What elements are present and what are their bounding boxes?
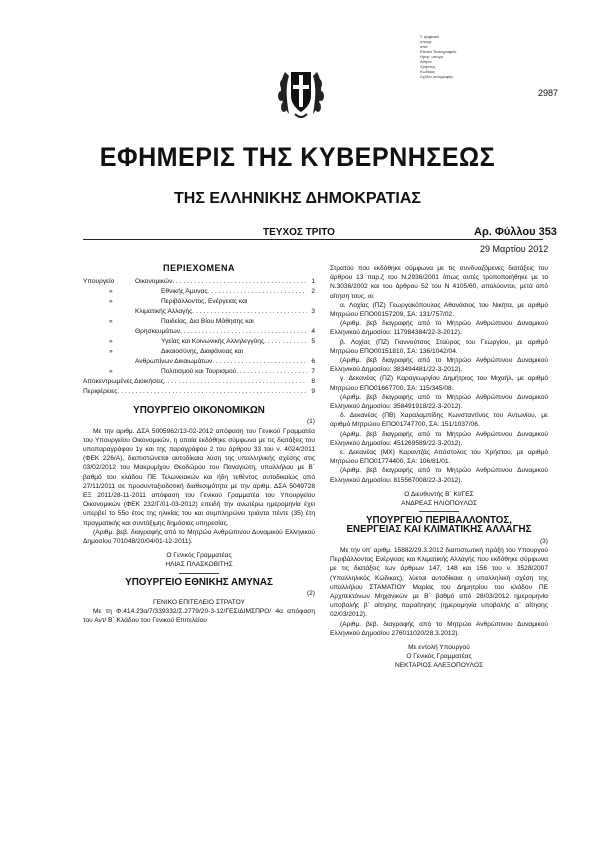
- page-number: 2987: [538, 88, 559, 98]
- digital-signature-stamp: [420, 34, 482, 79]
- sheet-number: Αρ. Φύλλου 353: [474, 226, 557, 238]
- toc-title: [83, 377, 307, 387]
- toc-title: [161, 287, 307, 297]
- stamp-line: Ξ ψηφιακά: [420, 34, 439, 39]
- toc-ministry: »: [109, 338, 113, 346]
- issue-label: ΤΕΥΧΟΣ ΤΡΙΤΟ: [263, 227, 335, 238]
- toc-title-text: Ανθρωπίνων Δικαιωμάτων: [135, 358, 213, 366]
- section-divider: [419, 511, 459, 512]
- toc-page: [307, 297, 315, 307]
- stamp-line: Ημερ. υπογρ.: [420, 54, 444, 59]
- toc-entry: [83, 367, 315, 377]
- stamp-line: Κωδικός: [420, 69, 435, 74]
- toc-ministry: »: [109, 318, 113, 326]
- deletion-note: (Αριθμ. βεβ. διαγραφής από το Μητρώο Ανθρώπινου Δυναμικού Ελληνικού Δημοσίου 276011020/28.3.2012).: [330, 620, 548, 637]
- toc-page: 7: [311, 368, 315, 376]
- toc-title: [161, 347, 307, 357]
- toc-page: 8: [311, 378, 315, 386]
- toc-entry: [83, 307, 315, 317]
- section-title-finance: ΥΠΟΥΡΓΕΙΟ ΟΙΚΟΝΟΜΙΚΩΝ: [133, 405, 265, 417]
- section-title-defense: ΥΠΟΥΡΓΕΙΟ ΕΘΝΙΚΗΣ ΑΜΥΝΑΣ: [125, 576, 273, 588]
- discharge-item: γ. Δεκανέας (ΠΖ) Καραγεωργίου Δημήτριος του Μιχαήλ, με αριθμό Μητρώου ΕΠΟ01667700, ΣΑ: 115/345/08.: [330, 375, 548, 392]
- discharge-list: [330, 301, 548, 485]
- toc-title: [135, 307, 307, 317]
- header-divider: [83, 239, 543, 240]
- gazette-title: ΕΦΗΜΕΡΙΣ ΤΗΣ ΚΥΒΕΡΝΗΣΕΩΣ: [99, 142, 496, 172]
- signatory-name: ΗΛΙΑΣ ΠΛΑΣΚΟΒΙΤΗΣ: [165, 561, 233, 569]
- toc-ministry: [83, 307, 135, 317]
- toc-title: [161, 317, 307, 327]
- discharge-item: α. Λοχίας (ΠΖ) Γεωργακόπουλος Αθανάσιος του Νικήτα, με αριθμό Μητρώου ΕΠΟ00157209, ΣΑ: 131/757/02.: [330, 301, 548, 319]
- toc-title-text: Δικαιοσύνης, Διαφάνειας και: [161, 348, 243, 356]
- toc-entry: [83, 317, 315, 327]
- toc-ministry: »: [109, 288, 113, 296]
- toc-ministry: »: [109, 368, 113, 376]
- toc-ministry: [83, 357, 135, 367]
- toc-ministry: »: [109, 298, 113, 306]
- toc-title: [161, 337, 307, 347]
- toc-page: 5: [311, 338, 315, 346]
- toc-page: 6: [311, 358, 315, 366]
- toc-entry: [83, 337, 315, 347]
- section-number: (3): [539, 537, 548, 545]
- signatory-role: Ο Γενικός Γραμματέας: [406, 653, 472, 661]
- stamp-line: Χρήστης: [420, 64, 436, 69]
- toc-full-list: [83, 377, 315, 397]
- stamp-line: Εθνικό Τυπογραφείο: [420, 49, 457, 54]
- toc-title: [161, 297, 307, 307]
- toc-title: [135, 327, 307, 337]
- toc-title: [83, 387, 307, 397]
- toc-entry: [83, 377, 315, 387]
- toc-title: [161, 367, 307, 377]
- toc-entry: [83, 327, 315, 337]
- toc-page: [307, 347, 315, 357]
- decision-text: Με τη Φ.414.23α/7/339332/Σ.2779/20-3-12/ΓΕΣ/ΔΙΜΣΠΡΟ/ 4α απόφαση του Αντ/ Β΄ Κλάδου του Γενικού Επιτελείου: [83, 608, 315, 625]
- discharge-item: (Αριθμ. βεβ διαγραφής από το Μητρώο Ανθρώπινου Δυναμικού Ελληνικού Δημοσίου: 451269589/22-3-2012).: [330, 430, 548, 447]
- section-title-environment: ΥΠΟΥΡΓΕΙΟ ΠΕΡΙΒΑΛΛΟΝΤΟΣ,: [365, 515, 513, 527]
- signatory-role: Ο Διευθυντής Β΄ ΚΙ/ΓΕΣ: [404, 490, 474, 498]
- toc-title-text: Πολιτισμού και Τουρισμού: [161, 368, 237, 376]
- section-number: (2): [306, 589, 315, 597]
- toc-title-text: Κλιματικής Αλλαγής: [135, 308, 193, 316]
- discharge-item: (Αριθμ. βεβ διαγραφής από το Μητρώο Ανθρώπινου Δυναμικού Ελληνικού Δημοσίου: 815567008/22-3-2012).: [330, 467, 548, 484]
- toc-page: 9: [311, 388, 315, 396]
- stamp-line: Σχέδιο υπογραφής: [420, 74, 454, 79]
- section-divider: [179, 573, 219, 574]
- toc-page: 1: [311, 278, 315, 286]
- section-number: (1): [306, 418, 315, 426]
- toc-ministry: Υπουργείο: [83, 278, 115, 286]
- discharge-item: (Αριθμ. βεβ διαγραφής από το Μητρώο Ανθρώπινου Δυναμικού Ελληνικού Δημοσίου: 383494481/22-3-2012).: [330, 357, 548, 374]
- discharge-item: (Αριθμ. βεβ διαγραφής από το Μητρώο Ανθρώπινου Δυναμικού Ελληνικού Δημοσίου: 358491918/22-3-2012).: [330, 393, 548, 411]
- stamp-line: Αθήνα: [420, 59, 432, 64]
- discharge-item: δ. Δεκανέας (ΠΒ) Χαραλαμπίδης Κωνσταντίνος του Αντωνίου, με αριθμό Μητρώου ΕΠΟ01747700, ΣΑ: 151/1037/06.: [330, 412, 548, 429]
- signatory-name: ΑΝΔΡΕΑΣ ΗΛΙΟΠΟΥΛΟΣ: [401, 500, 477, 508]
- deletion-note: (Αριθμ. βεβ. διαγραφής από το Μητρώο Ανθρώπινου Δυναμικού Ελληνικού Δημοσίου 701048/20/04/01-12-2011).: [83, 528, 315, 546]
- discharge-item: ε. Δεκανέας (ΜΧ) Καραντζάς Απόστολος του Χρήστου, με αριθμό Μητρώου ΕΠΟ01774400, ΣΑ: 106/81/01.: [330, 449, 548, 466]
- toc-title-text: Οικονομικών: [135, 278, 173, 286]
- toc-page: 2: [311, 288, 315, 296]
- toc-title: [135, 277, 307, 287]
- toc-entry: [83, 347, 315, 357]
- toc-entry: [83, 277, 315, 287]
- toc-entry: [83, 387, 315, 397]
- toc-title-text: Αποκεντρωμένες Διοικήσεις: [83, 378, 164, 386]
- signatory-role: Ο Γενικός Γραμματέας: [166, 552, 232, 560]
- coat-of-arms-emblem: [275, 62, 327, 122]
- decision-text: Με την αριθμ. ΔΣΑ 5005962/13-02-2012 απόφαση του Γενικού Γραμματέα του Υπουργείου Οικονομικών, η οποία εκδόθηκε σύμφωνα με τις διατάξεις του υποπαραγράφου 1γ και της παραγράφου 2 του άρθρου 33 του ν. 4024/2011 (ΦΕΚ 226/Α), διαπιστώνεται αυτοδίκαια λύση της υπαλληλικής σχέσης στις 03/02/2012 του Μακρυμίχου Θεοδώρου του Παναγιώτη, υπαλλήλου με Β΄ βαθμό του κλάδου ΠΕ Τελωνειακών και ήδη τεθέντος αυτοδικαίως από 27/11/2011 σε προσυνταξιοδοτική διαθεσιμότητα με την αριθμ. ΔΣΑ 5049728 ΕΞ 2011/28-11-2011 απόφαση του Γενικού Γραμματέα του Υπουργείου Οικονομικών (ΦΕΚ 232/Γ/01-03-2012) επειδή την ανωτέρω ημερομηνία έχει υπερβεί το 55ο έτος της ηλικίας του και συμπληρώνει τριάντα πέντε (35) έτη πραγματικής και συντάξιμης δημόσιας υπηρεσίας.: [83, 427, 315, 527]
- toc-ministry: »: [109, 348, 113, 356]
- gazette-subtitle: ΤΗΣ ΕΛΛΗΝΙΚΗΣ ΔΗΜΟΚΡΑΤΙΑΣ: [174, 190, 421, 207]
- section-subtitle: ΓΕΝΙΚΟ ΕΠΙΤΕΛΕΙΟ ΣΤΡΑΤΟΥ: [153, 599, 245, 607]
- toc-title-text: Περιφέρειες: [83, 388, 118, 396]
- toc-title: [135, 357, 307, 367]
- toc-entry: [83, 357, 315, 367]
- toc-page: [307, 317, 315, 327]
- toc-entry: [83, 297, 315, 307]
- toc-title-text: Παιδείας, Δια Βίου Μάθησης και: [161, 318, 254, 326]
- issue-date: 29 Μαρτίου 2012: [480, 244, 549, 254]
- toc-list: [83, 277, 315, 377]
- toc-entry: [83, 287, 315, 297]
- stamp-line: από:: [420, 44, 429, 49]
- left-column: [83, 264, 315, 626]
- discharge-item: β. Λοχίας (ΠΖ) Γιαννούτσος Σταύρος του Γεωργίου, με αριθμό Μητρώου ΕΠΟ00151810, ΣΑ: 136/1042/04.: [330, 338, 548, 355]
- toc-title-text: Περιβάλλοντος, Ενέργειας και: [161, 298, 248, 306]
- toc-page: 3: [311, 308, 315, 316]
- toc-title-text: Εθνικής Άμυνας: [161, 288, 208, 296]
- signatory-name: ΝΕΚΤΑΡΙΟΣ ΑΛΕΞΟΠΟΥΛΟΣ: [394, 662, 484, 670]
- section-title-environment-line2: ΕΝΕΡΓΕΙΑΣ ΚΑΙ ΚΛΙΜΑΤΙΚΗΣ ΑΛΛΑΓΗΣ: [346, 524, 532, 536]
- right-column: [330, 264, 548, 671]
- decision-text: Με την υπ' αριθμ. 15882/29.3.2012 διαπιστωτική πράξη του Υπουργού Περιβάλλοντος Ενέργειας και Κλιματικής Αλλαγής που εκδόθηκε σύμφωνα με τις διατάξεις των άρθρων 147, 148 και 156 του ν. 3528/2007 (Υπαλληλικός Κώδικας), λύεται αυτοδίκαια η υπαλληλική σχέση της υπαλλήλου ΣΤΑΜΑΤΙΟΥ Μαρίας του Δημητρίου του κλάδου ΠΕ Αρχιτεκτόνων Μηχανικών με Β΄ βαθμό από 28/03/2012 ημερομηνία υποβολής β΄ αίτησης παραίτησης (ημερομηνία υποβολής α΄ αίτησης 02/03/2012).: [330, 546, 548, 619]
- decision-text: Στρατού που εκδόθηκε σύμφωνα με τις συνδυαζόμενες διατάξεις του άρθρου 13 παρ.ζ του Ν.2936/2001 όπως αυτές τροποποιήθηκε με το Ν.3036/2002 και του άρθρου 52 του Ν 4105/60, απολύονται, μετά από αίτηση τους, οι:: [330, 265, 548, 300]
- toc-ministry: [83, 327, 135, 337]
- toc-title-text: Θρησκευμάτων: [135, 328, 181, 336]
- toc-page: 4: [311, 328, 315, 336]
- toc-heading: ΠΕΡΙΕΧΟΜΕΝΑ: [162, 263, 235, 273]
- discharge-item: (Αριθμ. βεβ διαγραφής από το Μητρώο Ανθρώπινου Δυναμικού Ελληνικού Δημοσίου: 117984384/22-3-2012).: [330, 320, 548, 337]
- signatory-order: Με εντολή Υπουργού: [408, 643, 470, 651]
- stamp-line: υπογρ.: [420, 39, 433, 44]
- toc-title-text: Υγείας και Κοινωνικής Αλληλεγγύης: [161, 338, 265, 346]
